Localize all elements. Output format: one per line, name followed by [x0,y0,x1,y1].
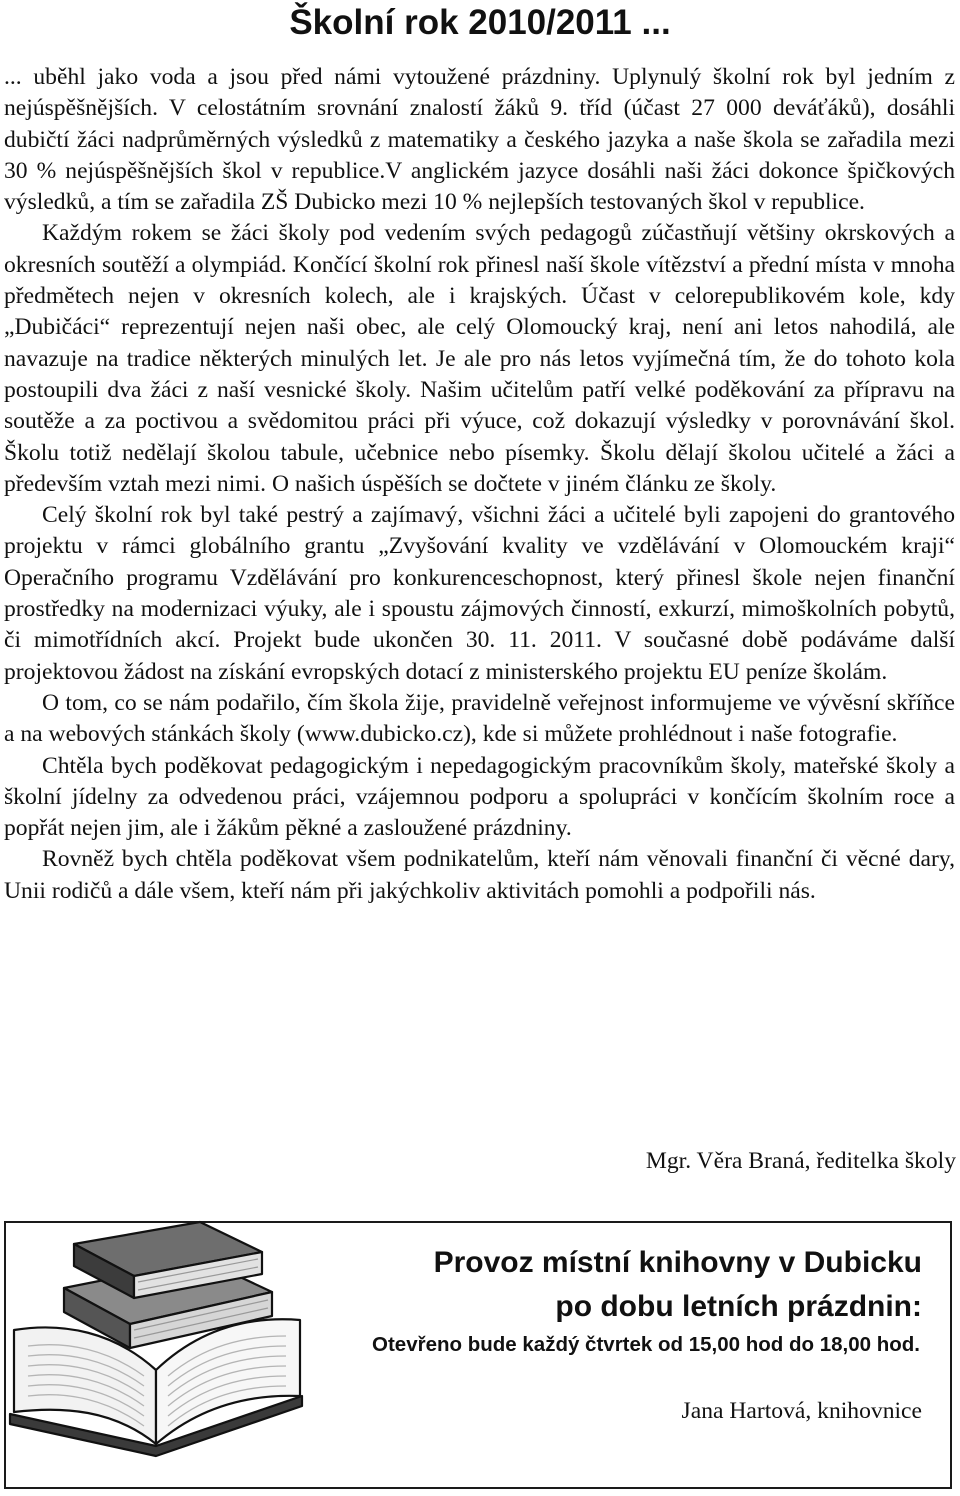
paragraph-intro: ... uběhl jako voda a jsou před námi vytoužené prázdniny. Uplynulý školní rok byl jedním z nejúspěšnějších. V celostátním srovnání znalostí žáků 9. tříd (účast 27 000 deváťáků), dosáhli dubičtí žáci nadprůměrných výsledků z matematiky a českého jazyka a naše škola se zařadila mezi 30 % nejúspěšnějších škol v republice.V anglickém jazyce dosáhli naši žáci dokonce špičkových výsledků, a tím se zařadila ZŠ Dubicko mezi 10 % nejlepších testovaných škol v republice. [4,64,955,216]
article-body [4,62,955,907]
notice-signature: Jana Hartová, knihovnice [681,1398,922,1424]
paragraph-thanks-sponsors: Rovněž bych chtěla poděkovat všem podnikatelům, kteří nám věnovali finanční či věcné dary, Unii rodičů a dále všem, kteří nám při jakýchkoliv aktivitách pomohli a podpořili nás. [4,846,955,904]
paragraph-grant-project: Celý školní rok byl také pestrý a zajímavý, všichni žáci a učitelé byli zapojeni do grantového projektu v rámci globálního grantu „Zvyšování kvality ve vzdělávání v Olomouckém kraji“ Operačního programu Vzdělávání pro konkurenceschopnost, který přinesl škole nejen finanční prostředky na modernizaci výuky, ale i spoustu zájmových činností, exkurzí, mimoškolních pobytů, či mimotřídních akcí. Projekt bude ukončen 30. 11. 2011. V současné době podáváme další projektovou žádost na získání evropských dotací z ministerského projektu EU peníze školám. [4,502,955,685]
paragraph-website-info: O tom, co se nám podařilo, čím škola žije, pravidelně veřejnost informujeme ve vývěsní skříňce a na webových stánkách školy (www.dubicko.cz), kde si můžete prohlédnout i naše fotografie. [4,689,955,748]
article-signature: Mgr. Věra Braná, ředitelka školy [645,1148,956,1174]
notice-title: Provoz místní knihovny v Dubicku [433,1246,922,1279]
notice-subtitle: po dobu letních prázdnin: [555,1290,922,1323]
article-title: Školní rok 2010/2011 ... [289,3,671,42]
opening-hours: Otevřeno bude každý čtvrtek od 15,00 hod do 18,00 hod. [372,1333,920,1356]
paragraph-thanks-staff: Chtěla bych poděkovat pedagogickým i nepedagogickým pracovníkům školy, mateřské školy a školní jídelny za odvedenou práci, vzájemnou podporu a spolupráci v končícím školním roce a popřát nejen jim, ale i žákům pěkné a zasloužené prázdniny. [4,752,955,842]
paragraph-competitions: Každým rokem se žáci školy pod vedením svých pedagogů zúčastňují většiny okrskových a okresních soutěží a olympiád. Končící školní rok přinesl naší škole vítězství a přední místa v mnoha předmětech nejen v okresních kolech, ale i krajských. Účast v celorepublikovém kole, kdy „Dubičáci“ reprezentují nejen naši obec, ale celý Olomoucký kraj, není ani letos nahodilá, ale navazuje na tradice některých minulých let. Je ale pro nás letos vyjímečná tím, že do tohoto kola postoupili dva žáci z naší vesnické školy. Našim učitelům patří velké poděkování za přípravu na soutěže a za poctivou a svědomitou práci při výuce, což dokazují výsledky v porovnávání škol. Školu totiž nedělají školou tabule, učebnice nebo písemky. Školu dělají školou učitelé a žáci a především vztah mezi nimi. O našich úspěších se dočtete v jiném článku ze školy. [4,220,955,497]
open-book-with-stack-icon [4,1200,324,1460]
